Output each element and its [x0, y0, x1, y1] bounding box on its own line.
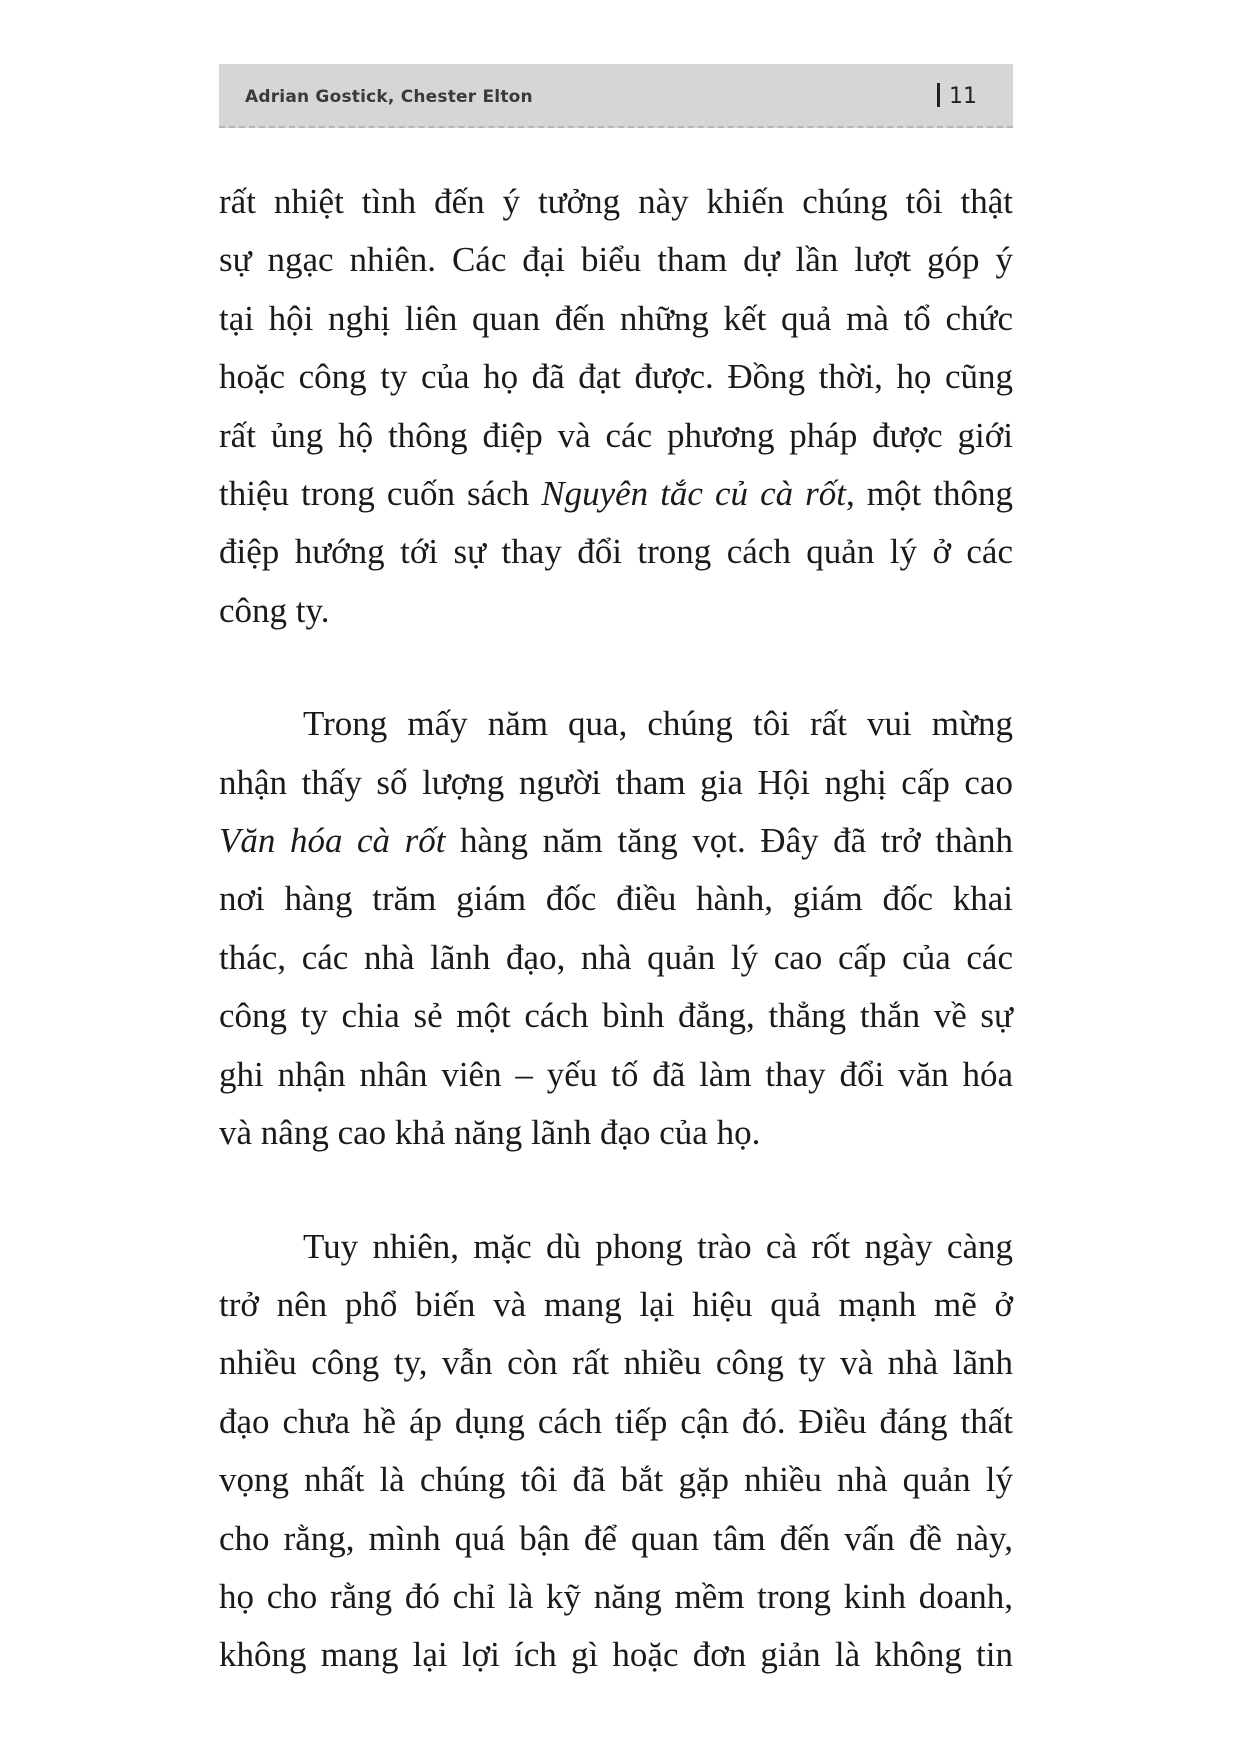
text-line: hoặc công ty của họ đã đạt được. Đồng thời, họ cũng: [219, 357, 1013, 397]
text-line: họ cho rằng đó chỉ là kỹ năng mềm trong kinh doanh,: [219, 1576, 1013, 1616]
text-line: nơi hàng trăm giám đốc điều hành, giám đốc khai: [219, 879, 1013, 919]
text-line: công ty.: [219, 590, 330, 630]
text-line: nhiều công ty, vẫn còn rất nhiều công ty và nhà lãnh: [219, 1343, 1013, 1383]
paragraph: [219, 1218, 1013, 1685]
text-line: vọng nhất là chúng tôi đã bắt gặp nhiều nhà quản lý: [219, 1460, 1013, 1500]
text-line: rất nhiệt tình đến ý tưởng này khiến chúng tôi thật: [219, 182, 1013, 221]
text-line: tại hội nghị liên quan đến những kết quả mà tổ chức: [219, 298, 1013, 338]
text-line: cho rằng, mình quá bận để quan tâm đến vấn đề này,: [219, 1518, 1013, 1558]
text-line: thác, các nhà lãnh đạo, nhà quản lý cao cấp của các: [219, 937, 1013, 977]
text-line: Tuy nhiên, mặc dù phong trào cà rốt ngày càng: [303, 1226, 1013, 1266]
text-line: Văn hóa cà rốt hàng năm tăng vọt. Đây đã trở thành: [219, 821, 1013, 861]
text-line: đạo chưa hề áp dụng cách tiếp cận đó. Điều đáng thất: [219, 1401, 1013, 1441]
page-number: [937, 64, 977, 128]
text-line: ghi nhận nhân viên – yếu tố đã làm thay đổi văn hóa: [219, 1054, 1013, 1094]
paragraph: [219, 695, 1013, 1162]
text-line: nhận thấy số lượng người tham gia Hội nghị cấp cao: [219, 762, 1013, 802]
event-title: Văn hóa cà rốt: [219, 821, 446, 861]
text-line: và nâng cao khả năng lãnh đạo của họ.: [219, 1113, 761, 1153]
paragraph: [219, 173, 1013, 640]
running-header: [219, 64, 1013, 128]
body-text: [219, 173, 1013, 1685]
text-line: công ty chia sẻ một cách bình đẳng, thẳng thắn về sự: [219, 996, 1013, 1036]
header-author: Adrian Gostick, Chester Elton: [245, 87, 533, 107]
page-number-value: 11: [949, 84, 977, 109]
text-line: trở nên phổ biến và mang lại hiệu quả mạnh mẽ ở: [219, 1284, 1013, 1324]
book-title: Nguyên tắc củ cà rốt: [541, 474, 846, 514]
text-line: rất ủng hộ thông điệp và các phương pháp được giới: [219, 415, 1013, 455]
text-line: sự ngạc nhiên. Các đại biểu tham dự lần lượt góp ý: [219, 240, 1013, 280]
text-line: Trong mấy năm qua, chúng tôi rất vui mừng: [303, 704, 1013, 744]
page-number-divider: [937, 83, 940, 107]
text-line: không mang lại lợi ích gì hoặc đơn giản là không tin: [219, 1635, 1013, 1675]
text-line: thiệu trong cuốn sách Nguyên tắc củ cà rốt, một thông: [219, 474, 1013, 514]
text-line: điệp hướng tới sự thay đổi trong cách quản lý ở các: [219, 532, 1013, 572]
